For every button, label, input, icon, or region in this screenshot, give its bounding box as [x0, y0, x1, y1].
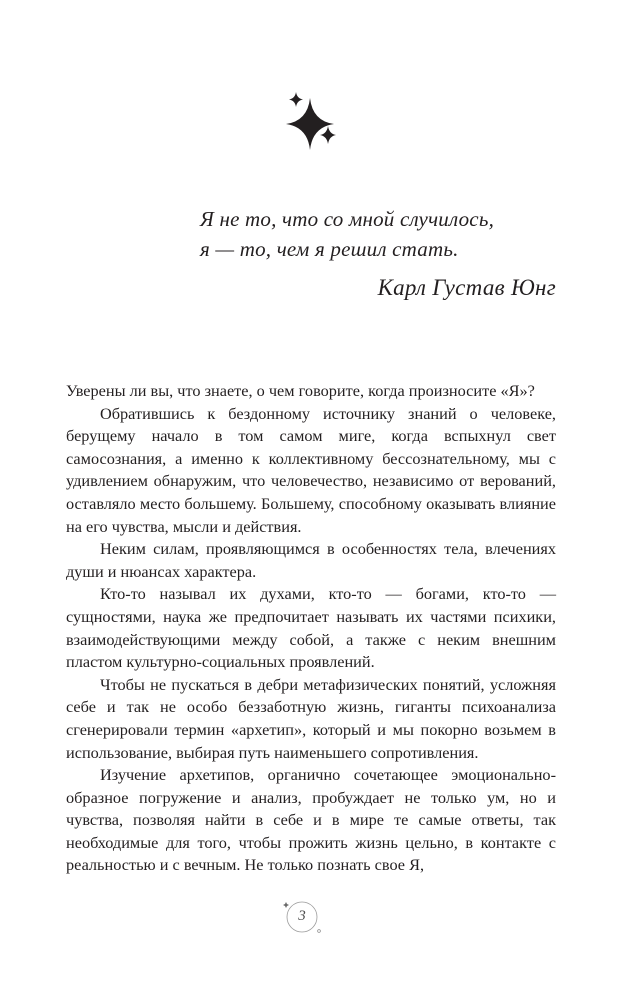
body-text	[66, 380, 556, 877]
epigraph-quote-line-1: Я не то, что со мной случилось,	[200, 207, 495, 231]
paragraph-6: Изучение архетипов, органично сочетающее эмоционально-образное погружение и анализ, пробуждает не только ум, но и чувства, позволяя найти в себе и в мире те самые ответы, так необходимые для того, чтобы прожить жизнь цельно, в контакте с реальностью и с вечным. Не только познать свое Я,	[66, 765, 556, 875]
paragraph-2: Обратившись к бездонному источнику знаний о человеке, берущему начало в том самом миге, когда вспыхнул свет самосознания, а именно к коллективному бессознательному, мы с удивлением обнаружим, что человечество, независимо от верований, оставляло место большему. Большему, способному оказывать влияние на его чувства, мысли и действия.	[66, 403, 556, 536]
page-number-badge	[272, 894, 332, 940]
epigraph-quote-line-2: я — то, чем я решил стать.	[200, 237, 459, 261]
sparkle-stars-icon	[276, 88, 348, 160]
paragraph-1: Уверены ли вы, что знаете, о чем говорите, когда произносите «Я»?	[66, 381, 535, 400]
page-number: 3	[298, 908, 306, 924]
paragraph-4: Кто-то называл их духами, кто-то — богами, кто-то — сущностями, наука же предпочитает называть их частями психики, взаимодействующими между собой, а также с неким внешним пластом культурно-социальных проявлений.	[66, 584, 556, 672]
paragraph-5: Чтобы не пускаться в дебри метафизических понятий, усложняя себе и так не особо беззаботную жизнь, гиганты психоанализа сгенерировали термин «архетип», который и мы покорно возьмем в использование, выбирая путь наименьшего сопротивления.	[66, 674, 556, 762]
paragraph-3: Неким силам, проявляющимся в особенностях тела, влечениях души и нюансах характера.	[66, 539, 556, 581]
epigraph-author: Карл Густав Юнг	[377, 275, 556, 300]
epigraph	[200, 204, 556, 303]
